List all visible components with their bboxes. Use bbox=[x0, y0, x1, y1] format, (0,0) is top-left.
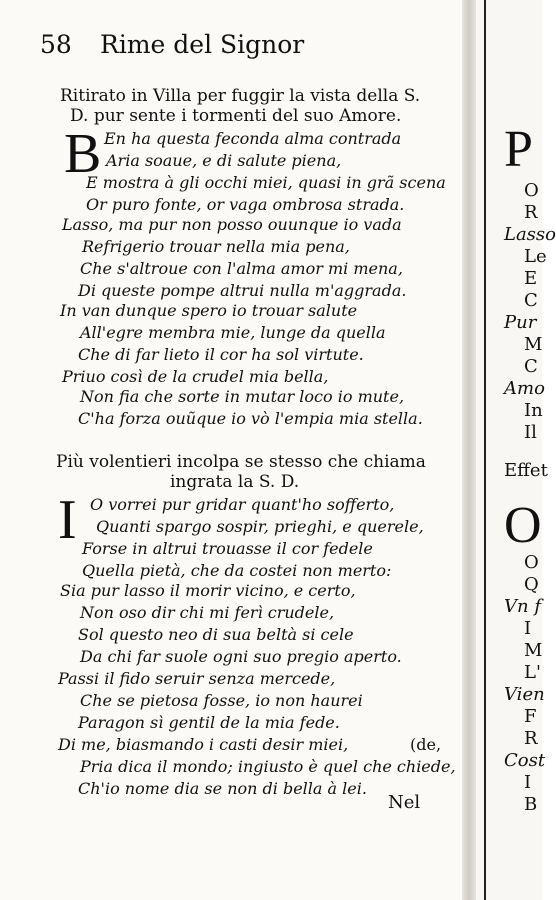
poem1-line: Che di far lieto il cor ha sol virtute. bbox=[78, 345, 364, 364]
poem2-line: Di me, biasmando i casti desir miei, bbox=[58, 735, 349, 754]
right-line-fragment: L' bbox=[524, 662, 541, 683]
right-line-fragment: C bbox=[524, 356, 538, 377]
poem1-title-line-2: D. pur sente i tormenti del suo Amore. bbox=[70, 106, 402, 126]
right-line-fragment: Vn f bbox=[504, 596, 541, 617]
poem1-line: En ha questa feconda alma contrada bbox=[104, 129, 402, 148]
poem2-line: Sia pur lasso il morir vicino, e certo, bbox=[60, 581, 356, 600]
poem1-line: In van dunque spero io trouar salute bbox=[60, 301, 358, 320]
poem1-line: Aria soaue, e di salute piena, bbox=[106, 151, 342, 170]
right-line-fragment: Pur bbox=[504, 312, 537, 333]
right-line-fragment: Vien bbox=[504, 684, 545, 705]
poem2-line: Paragon sì gentil de la mia fede. bbox=[78, 713, 340, 732]
poem2-drop-cap: I bbox=[58, 489, 77, 551]
poem2-line: Da chi far suole ogni suo pregio aperto. bbox=[80, 647, 402, 666]
poem1-line: All'egre membra mie, lunge da quella bbox=[80, 323, 386, 342]
book-gutter bbox=[462, 0, 476, 900]
poem2-line: Pria dica il mondo; ingiusto è quel che chiede, bbox=[80, 757, 456, 776]
right-line-fragment: I bbox=[524, 618, 532, 639]
poem2-title-line-1: Più volentieri incolpa se stesso che chiama bbox=[56, 452, 426, 472]
right-line-fragment: C bbox=[524, 290, 538, 311]
poem1-line: Refrigerio trouar nella mia pena, bbox=[82, 237, 350, 256]
right-drop-cap-1: P bbox=[504, 121, 533, 178]
poem1-line: Priuo così de la crudel mia bella, bbox=[62, 367, 329, 386]
right-line-fragment: Q bbox=[524, 574, 539, 595]
poem2-line: Quella pietà, che da costei non merto: bbox=[82, 561, 392, 580]
poem2-line: Forse in altrui trouasse il cor fedele bbox=[82, 539, 373, 558]
poem1-line: Non fia che sorte in mutar loco io mute, bbox=[80, 387, 405, 406]
poem2-line: O vorrei pur gridar quant'ho sofferto, bbox=[90, 495, 395, 514]
right-line-fragment: B bbox=[524, 794, 538, 815]
right-page-edge bbox=[484, 0, 486, 900]
right-line-fragment: M bbox=[524, 640, 543, 661]
right-line-fragment: Cost bbox=[504, 750, 546, 771]
page-number: 58 bbox=[40, 30, 72, 59]
right-line-fragment: O bbox=[524, 180, 539, 201]
poem1-drop-cap: B bbox=[64, 123, 102, 185]
running-header: Rime del Signor bbox=[100, 30, 305, 59]
right-drop-cap-2: O bbox=[504, 497, 542, 554]
right-line-fragment: Il bbox=[524, 422, 537, 443]
right-line-fragment: In bbox=[524, 400, 543, 421]
poem1-title-line-1: Ritirato in Villa per fuggir la vista della S. bbox=[60, 86, 421, 106]
poem1-line: Che s'altroue con l'alma amor mi mena, bbox=[80, 259, 403, 278]
right-line-fragment: O bbox=[524, 552, 539, 573]
right-line-fragment: Amo bbox=[504, 378, 545, 399]
poem2-line: Che se pietosa fosse, io non haurei bbox=[80, 691, 363, 710]
catchword: Nel bbox=[388, 792, 421, 813]
poem1-line: Di queste pompe altrui nulla m'aggrada. bbox=[78, 281, 407, 300]
poem1-line: Or puro fonte, or vaga ombrosa strada. bbox=[86, 195, 405, 214]
poem2-title-line-2: ingrata la S. D. bbox=[170, 472, 300, 492]
poem2-line: Quanti spargo sospir, prieghi, e querele, bbox=[96, 517, 424, 536]
poem2-line: Sol questo neo di sua beltà si cele bbox=[78, 625, 354, 644]
right-line-fragment: M bbox=[524, 334, 543, 355]
poem1-line: E mostra à gli occhi miei, quasi in grã scena bbox=[86, 173, 446, 192]
right-line-fragment: Effet bbox=[504, 460, 548, 481]
poem2-line: Passi il fido seruir senza mercede, bbox=[58, 669, 336, 688]
right-line-fragment: R bbox=[524, 728, 538, 749]
poem1-line: C'ha forza ouũque io vò l'empia mia stella. bbox=[78, 409, 423, 428]
right-line-fragment: Lasso bbox=[504, 224, 556, 245]
poem2-overflow-turnover: (de, bbox=[410, 735, 442, 754]
poem2-line: Non oso dir chi mi ferì crudele, bbox=[80, 603, 335, 622]
right-line-fragment: Le bbox=[524, 246, 547, 267]
right-line-fragment: R bbox=[524, 202, 538, 223]
poem2-line: Ch'io nome dia se non di bella à lei. bbox=[78, 779, 367, 798]
right-line-fragment: F bbox=[524, 706, 537, 727]
poem1-line: Lasso, ma pur non posso ouunque io vada bbox=[62, 215, 402, 234]
right-line-fragment: E bbox=[524, 268, 538, 289]
right-line-fragment: I bbox=[524, 772, 532, 793]
